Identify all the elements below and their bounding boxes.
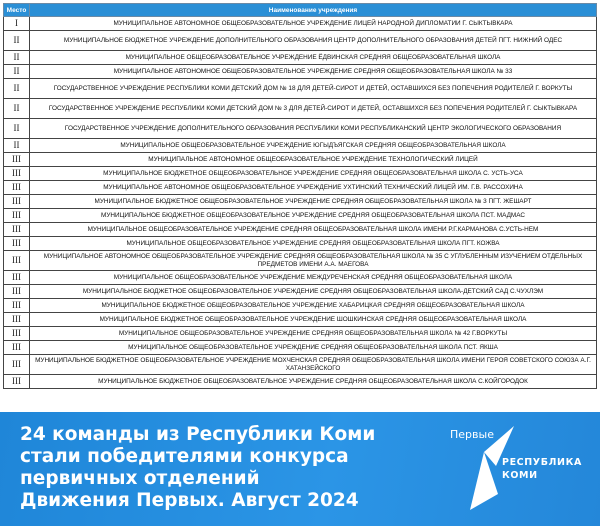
institution-name-cell: МУНИЦИПАЛЬНОЕ БЮДЖЕТНОЕ ОБЩЕОБРАЗОВАТЕЛЬНОЕ УЧРЕЖДЕНИЕ СРЕДНЯЯ ОБЩЕОБРАЗОВАТЕЛЬНАЯ ШКОЛА ПСТ. МАДМАС	[30, 209, 597, 223]
place-cell: III	[4, 299, 30, 313]
table-row	[4, 167, 597, 181]
place-cell: III	[4, 181, 30, 195]
table-row	[4, 285, 597, 299]
place-cell: III	[4, 327, 30, 341]
institution-name-cell: МУНИЦИПАЛЬНОЕ БЮДЖЕТНОЕ ОБЩЕОБРАЗОВАТЕЛЬНОЕ УЧРЕЖДЕНИЕ ШОШКИНСКАЯ СРЕДНЯЯ ОБЩЕОБРАЗОВАТЕЛЬНАЯ ШКОЛА	[30, 313, 597, 327]
place-cell: III	[4, 285, 30, 299]
institution-name-cell: МУНИЦИПАЛЬНОЕ ОБЩЕОБРАЗОВАТЕЛЬНОЕ УЧРЕЖДЕНИЕ СРЕДНЯЯ ОБЩЕОБРАЗОВАТЕЛЬНАЯ ШКОЛА № 42 Г.ВОРКУТЫ	[30, 327, 597, 341]
institution-name-cell: ГОСУДАРСТВЕННОЕ УЧРЕЖДЕНИЕ РЕСПУБЛИКИ КОМИ ДЕТСКИЙ ДОМ № 3 ДЛЯ ДЕТЕЙ-СИРОТ И ДЕТЕЙ, ОСТАВШИХСЯ БЕЗ ПОПЕЧЕНИЯ РОДИТЕЛЕЙ Г. СЫКТЫВКАРА	[30, 99, 597, 119]
institution-name-cell: МУНИЦИПАЛЬНОЕ АВТОНОМНОЕ ОБЩЕОБРАЗОВАТЕЛЬНОЕ УЧРЕЖДЕНИЕ СРЕДНЯЯ ОБЩЕОБРАЗОВАТЕЛЬНАЯ ШКОЛА № 35 С УГЛУБЛЕННЫМ ИЗУЧЕНИЕМ ОТДЕЛЬНЫХ ПРЕДМЕТОВ ИМЕНИ А.А. МАЕГОВА	[30, 251, 597, 271]
table-row	[4, 355, 597, 375]
institution-name-cell: МУНИЦИПАЛЬНОЕ БЮДЖЕТНОЕ ОБЩЕОБРАЗОВАТЕЛЬНОЕ УЧРЕЖДЕНИЕ СРЕДНЯЯ ОБЩЕОБРАЗОВАТЕЛЬНАЯ ШКОЛА-ДЕТСКИЙ САД С.ЧУХЛЭМ	[30, 285, 597, 299]
institution-name-cell: МУНИЦИПАЛЬНОЕ АВТОНОМНОЕ ОБЩЕОБРАЗОВАТЕЛЬНОЕ УЧРЕЖДЕНИЕ УХТИНСКИЙ ТЕХНИЧЕСКИЙ ЛИЦЕЙ ИМ. Г.В. РАССОХИНА	[30, 181, 597, 195]
table-row	[4, 51, 597, 65]
place-cell: III	[4, 271, 30, 285]
place-cell: II	[4, 31, 30, 51]
table-row	[4, 139, 597, 153]
institution-name-cell: МУНИЦИПАЛЬНОЕ АВТОНОМНОЕ ОБЩЕОБРАЗОВАТЕЛЬНОЕ УЧРЕЖДЕНИЕ ТЕХНОЛОГИЧЕСКИЙ ЛИЦЕЙ	[30, 153, 597, 167]
place-cell: II	[4, 79, 30, 99]
table-row	[4, 375, 597, 389]
place-cell: III	[4, 223, 30, 237]
results-table-container	[3, 3, 597, 411]
institution-name-cell: МУНИЦИПАЛЬНОЕ БЮДЖЕТНОЕ ОБЩЕОБРАЗОВАТЕЛЬНОЕ УЧРЕЖДЕНИЕ СРЕДНЯЯ ОБЩЕОБРАЗОВАТЕЛЬНАЯ ШКОЛА С.КОЙГОРОДОК	[30, 375, 597, 389]
place-cell: III	[4, 195, 30, 209]
table-row	[4, 79, 597, 99]
place-cell: III	[4, 209, 30, 223]
institution-name-cell: МУНИЦИПАЛЬНОЕ ОБЩЕОБРАЗОВАТЕЛЬНОЕ УЧРЕЖДЕНИЕ СРЕДНЯЯ ОБЩЕОБРАЗОВАТЕЛЬНАЯ ШКОЛА ИМЕНИ Р.Г.КАРМАНОВА С.УСТЬ-НЕМ	[30, 223, 597, 237]
table-row	[4, 271, 597, 285]
table-row	[4, 119, 597, 139]
table-row	[4, 65, 597, 79]
place-cell: III	[4, 355, 30, 375]
place-cell: III	[4, 167, 30, 181]
place-cell: III	[4, 341, 30, 355]
place-cell: II	[4, 65, 30, 79]
institution-name-cell: МУНИЦИПАЛЬНОЕ ОБЩЕОБРАЗОВАТЕЛЬНОЕ УЧРЕЖДЕНИЕ ЁДВИНСКАЯ СРЕДНЯЯ ОБЩЕОБРАЗОВАТЕЛЬНАЯ ШКОЛА	[30, 51, 597, 65]
institution-name-cell: МУНИЦИПАЛЬНОЕ ОБЩЕОБРАЗОВАТЕЛЬНОЕ УЧРЕЖДЕНИЕ СРЕДНЯЯ ОБЩЕОБРАЗОВАТЕЛЬНАЯ ШКОЛА ПГТ. КОЖВА	[30, 237, 597, 251]
table-row	[4, 181, 597, 195]
headline-text: 24 команды из Республики Коми стали победителями конкурса первичных отделений Движения Первых. Август 2024	[20, 424, 376, 511]
table-header-row	[4, 4, 597, 17]
place-cell: III	[4, 251, 30, 271]
institution-name-cell: ГОСУДАРСТВЕННОЕ УЧРЕЖДЕНИЕ РЕСПУБЛИКИ КОМИ ДЕТСКИЙ ДОМ № 18 ДЛЯ ДЕТЕЙ-СИРОТ И ДЕТЕЙ, ОСТАВШИХСЯ БЕЗ ПОПЕЧЕНИЯ РОДИТЕЛЕЙ Г. ВОРКУТЫ	[30, 79, 597, 99]
header-place: Место	[4, 4, 30, 17]
institution-name-cell: МУНИЦИПАЛЬНОЕ БЮДЖЕТНОЕ ОБЩЕОБРАЗОВАТЕЛЬНОЕ УЧРЕЖДЕНИЕ СРЕДНЯЯ ОБЩЕОБРАЗОВАТЕЛЬНАЯ ШКОЛА № 3 ПГТ. ЖЕШАРТ	[30, 195, 597, 209]
table-row	[4, 341, 597, 355]
table-row	[4, 327, 597, 341]
institution-name-cell: МУНИЦИПАЛЬНОЕ БЮДЖЕТНОЕ ОБЩЕОБРАЗОВАТЕЛЬНОЕ УЧРЕЖДЕНИЕ МОХЧЕНСКАЯ СРЕДНЯЯ ОБЩЕОБРАЗОВАТЕЛЬНАЯ ШКОЛА ИМЕНИ ГЕРОЯ СОВЕТСКОГО СОЮЗА А.Г. ХАТАНЗЕЙСКОГО	[30, 355, 597, 375]
institution-name-cell: МУНИЦИПАЛЬНОЕ ОБЩЕОБРАЗОВАТЕЛЬНОЕ УЧРЕЖДЕНИЕ СРЕДНЯЯ ОБЩЕОБРАЗОВАТЕЛЬНАЯ ШКОЛА ПСТ. ЯКША	[30, 341, 597, 355]
logo-line-1: РЕСПУБЛИКА	[502, 457, 582, 468]
table-row	[4, 237, 597, 251]
place-cell: III	[4, 237, 30, 251]
results-table	[3, 3, 597, 389]
place-cell: II	[4, 119, 30, 139]
table-row	[4, 153, 597, 167]
table-row	[4, 209, 597, 223]
place-cell: III	[4, 375, 30, 389]
institution-name-cell: ГОСУДАРСТВЕННОЕ УЧРЕЖДЕНИЕ ДОПОЛНИТЕЛЬНОГО ОБРАЗОВАНИЯ РЕСПУБЛИКИ КОМИ РЕСПУБЛИКАНСКИЙ ЦЕНТР ЭКОЛОГИЧЕСКОГО ОБРАЗОВАНИЯ	[30, 119, 597, 139]
place-cell: I	[4, 17, 30, 31]
table-row	[4, 195, 597, 209]
logo-line-2: КОМИ	[502, 470, 538, 481]
institution-name-cell: МУНИЦИПАЛЬНОЕ БЮДЖЕТНОЕ ОБЩЕОБРАЗОВАТЕЛЬНОЕ УЧРЕЖДЕНИЕ ХАБАРИЦКАЯ СРЕДНЯЯ ОБЩЕОБРАЗОВАТЕЛЬНАЯ ШКОЛА	[30, 299, 597, 313]
header-name: Наименование учреждения	[30, 4, 597, 17]
table-row	[4, 313, 597, 327]
table-row	[4, 99, 597, 119]
pervye-logo	[440, 422, 590, 517]
place-cell: III	[4, 153, 30, 167]
logo-title: Первые	[450, 428, 494, 441]
table-row	[4, 31, 597, 51]
institution-name-cell: МУНИЦИПАЛЬНОЕ БЮДЖЕТНОЕ ОБЩЕОБРАЗОВАТЕЛЬНОЕ УЧРЕЖДЕНИЕ СРЕДНЯЯ ОБЩЕОБРАЗОВАТЕЛЬНАЯ ШКОЛА С. УСТЬ-УСА	[30, 167, 597, 181]
institution-name-cell: МУНИЦИПАЛЬНОЕ ОБЩЕОБРАЗОВАТЕЛЬНОЕ УЧРЕЖДЕНИЕ ЮГЫДЪЯГСКАЯ СРЕДНЯЯ ОБЩЕОБРАЗОВАТЕЛЬНАЯ ШКОЛА	[30, 139, 597, 153]
place-cell: III	[4, 313, 30, 327]
institution-name-cell: МУНИЦИПАЛЬНОЕ АВТОНОМНОЕ ОБЩЕОБРАЗОВАТЕЛЬНОЕ УЧРЕЖДЕНИЕ СРЕДНЯЯ ОБЩЕОБРАЗОВАТЕЛЬНАЯ ШКОЛА № 33	[30, 65, 597, 79]
place-cell: II	[4, 51, 30, 65]
table-row	[4, 251, 597, 271]
institution-name-cell: МУНИЦИПАЛЬНОЕ АВТОНОМНОЕ ОБЩЕОБРАЗОВАТЕЛЬНОЕ УЧРЕЖДЕНИЕ ЛИЦЕЙ НАРОДНОЙ ДИПЛОМАТИИ Г. СЫКТЫВКАРА	[30, 17, 597, 31]
place-cell: II	[4, 139, 30, 153]
table-row	[4, 17, 597, 31]
place-cell: II	[4, 99, 30, 119]
headline-banner	[0, 412, 600, 526]
table-row	[4, 223, 597, 237]
institution-name-cell: МУНИЦИПАЛЬНОЕ ОБЩЕОБРАЗОВАТЕЛЬНОЕ УЧРЕЖДЕНИЕ МЕЖДУРЕЧЕНСКАЯ СРЕДНЯЯ ОБЩЕОБРАЗОВАТЕЛЬНАЯ ШКОЛА	[30, 271, 597, 285]
table-row	[4, 299, 597, 313]
institution-name-cell: МУНИЦИПАЛЬНОЕ БЮДЖЕТНОЕ УЧРЕЖДЕНИЕ ДОПОЛНИТЕЛЬНОГО ОБРАЗОВАНИЯ ЦЕНТР ДОПОЛНИТЕЛЬНОГО ОБРАЗОВАНИЯ ДЕТЕЙ ПГТ. НИЖНИЙ ОДЕС	[30, 31, 597, 51]
